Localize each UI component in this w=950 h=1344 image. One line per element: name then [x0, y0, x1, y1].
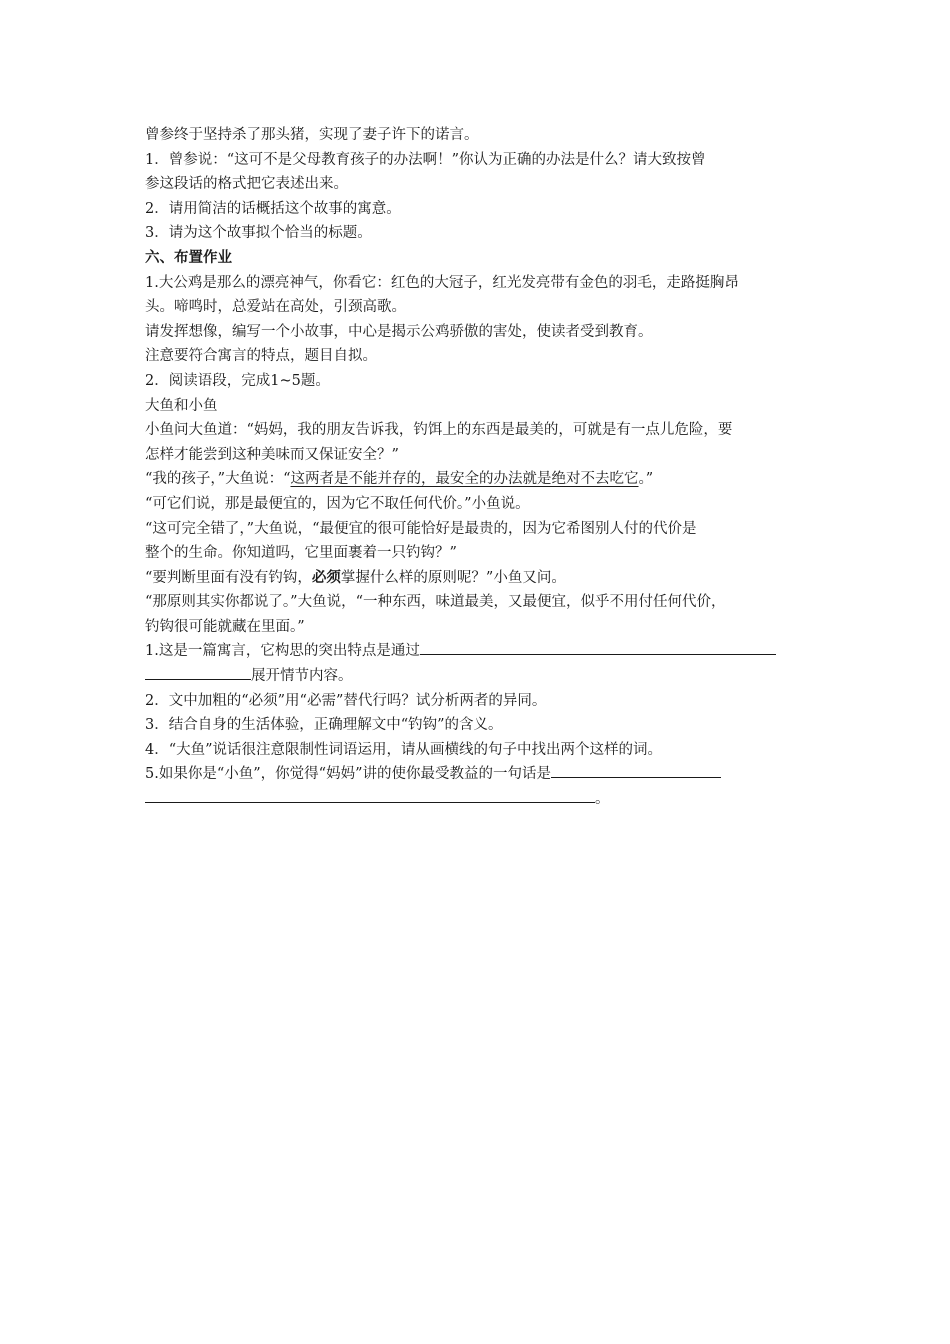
reading-question-1-prompt: 1.这是一篇寓言，它构思的突出特点是通过: [145, 643, 420, 660]
section-heading-homework: 六、布置作业: [145, 249, 232, 266]
passage-para-6-line-1: “那原则其实你都说了。”大鱼说，“一种东西，味道最美，又最便宜，似乎不用付任何代价，: [145, 594, 726, 611]
question-1-line-1: 1．曾参说：“这可不是父母教育孩子的办法啊！”你认为正确的办法是什么？请大致按曾: [145, 151, 706, 168]
homework-2: 2．阅读语段，完成1~5题。: [145, 372, 330, 389]
homework-1-note: 注意要符合寓言的特点，题目自拟。: [145, 348, 377, 365]
answer-blank-5a[interactable]: [551, 762, 721, 778]
question-1-line-2: 参这段话的格式把它表述出来。: [145, 176, 348, 193]
reading-question-2: 2．文中加粗的“必须”用“必需”替代行吗？试分析两者的异同。: [145, 692, 547, 709]
passage-para-4-line-2: 整个的生命。你知道吗，它里面裹着一只钓钩？”: [145, 545, 457, 562]
answer-blank-5b[interactable]: [145, 787, 595, 803]
reading-question-3: 3．结合自身的生活体验，正确理解文中“钓钩”的含义。: [145, 717, 503, 734]
para-5-suffix: 掌握什么样的原则呢？”小鱼又问。: [340, 569, 566, 586]
passage-para-1-line-1: 小鱼问大鱼道：“妈妈，我的朋友告诉我，钓饵上的东西是最美的，可就是有一点儿危险，要: [145, 422, 733, 439]
reading-question-1-suffix: 展开情节内容。: [251, 668, 353, 685]
reading-question-5-prompt: 5.如果你是“小鱼”，你觉得“妈妈”讲的使你最受教益的一句话是: [145, 766, 551, 783]
passage-para-1-line-2: 怎样才能尝到这种美味而又保证安全？”: [145, 446, 399, 463]
reading-question-1-line-2: [145, 664, 810, 689]
homework-1-instruction: 请发挥想像，编写一个小故事，中心是揭示公鸡骄傲的害处，使读者受到教育。: [145, 323, 653, 340]
para-2-prefix: “我的孩子，”大鱼说：“: [145, 471, 291, 488]
passage-para-3: “可它们说，那是最便宜的，因为它不取任何代价。”小鱼说。: [145, 495, 530, 512]
document-body: [145, 123, 810, 812]
homework-1-line-1: 1.大公鸡是那么的漂亮神气，你看它：红色的大冠子，红光发亮带有金色的羽毛，走路挺胸昂: [145, 274, 739, 291]
reading-question-5-suffix: 。: [595, 791, 610, 808]
homework-1-line-2: 头。啼鸣时，总爱站在高处，引颈高歌。: [145, 299, 406, 316]
story-ending-line: 曾参终于坚持杀了那头猪，实现了妻子许下的诺言。: [145, 127, 479, 143]
answer-blank-1b[interactable]: [145, 664, 251, 680]
underlined-sentence: 这两者是不能并存的，最安全的办法就是绝对不去吃它: [290, 471, 639, 488]
passage-para-6-line-2: 钓钩很可能就藏在里面。”: [145, 618, 305, 635]
reading-question-5-line-2: [145, 787, 810, 812]
answer-blank-1a[interactable]: [420, 639, 776, 655]
passage-title: 大鱼和小鱼: [145, 397, 218, 414]
passage-para-4-line-1: “这可完全错了，”大鱼说，“最便宜的很可能恰好是最贵的，因为它希图别人付的代价是: [145, 520, 697, 537]
passage-para-5: [145, 566, 810, 591]
para-5-prefix: “要判断里面有没有钓钩，: [145, 569, 312, 586]
bold-word: 必须: [311, 569, 341, 586]
reading-question-1-line-1: [145, 639, 810, 664]
para-2-suffix: 。”: [638, 471, 654, 488]
question-3: 3．请为这个故事拟个恰当的标题。: [145, 225, 372, 242]
reading-question-5-line-1: [145, 762, 810, 787]
passage-para-2: [145, 467, 810, 492]
reading-question-4: 4．“大鱼”说话很注意限制性词语运用，请从画横线的句子中找出两个这样的词。: [145, 741, 663, 758]
question-2: 2．请用简洁的话概括这个故事的寓意。: [145, 200, 401, 217]
